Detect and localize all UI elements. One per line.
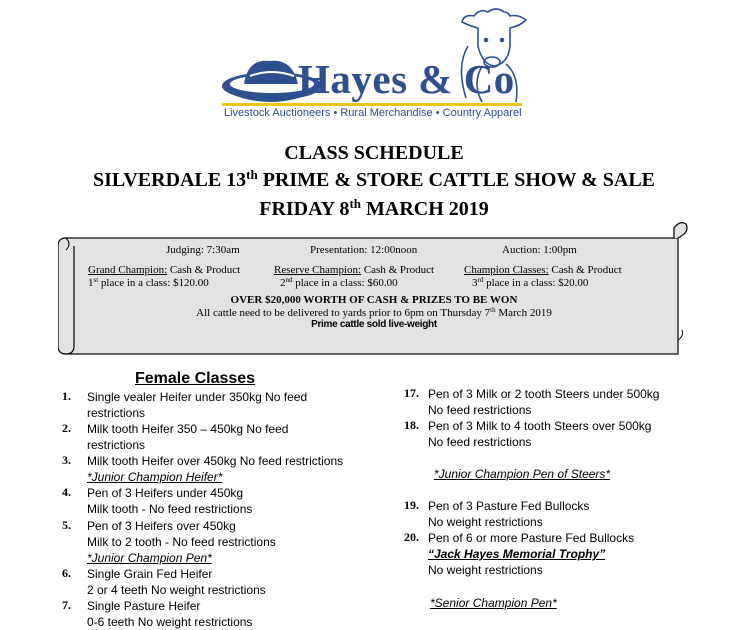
class-description: Milk tooth Heifer 350 – 450kg No feed restrictions	[87, 422, 289, 452]
class-description: Pen of 3 Milk or 2 tooth Steers under 500kg No feed restrictions	[428, 387, 660, 417]
grand-champion-prize: Grand Champion: Cash & Product	[88, 264, 241, 276]
class-description: Pen of 6 or more Pasture Fed Bullocks “Jack Hayes Memorial Trophy” No weight restrictions	[428, 531, 635, 577]
class-description: Pen of 3 Milk to 4 tooth Steers over 500kg No feed restrictions	[428, 419, 652, 449]
award-junior-champion-pen-of-steers: *Junior Champion Pen of Steers*	[434, 467, 611, 481]
class-number: 6.	[62, 566, 71, 580]
class-description: Single Pasture Heifer 0-6 teeth No weight restrictions	[87, 599, 253, 629]
brand-underline	[222, 103, 522, 106]
award-senior-champion-pen: *Senior Champion Pen*	[430, 596, 557, 610]
class-description: Pen of 3 Heifers under 450kg Milk tooth - No feed restrictions	[87, 486, 253, 516]
class-number: 17.	[404, 386, 419, 400]
page-title: CLASS SCHEDULE	[284, 142, 464, 164]
prizes-banner: OVER $20,000 WORTH OF CASH & PRIZES TO BE WON	[230, 294, 518, 306]
second-place-prize: 2nd place in a class: $60.00	[280, 276, 398, 289]
auction-time: Auction: 1:00pm	[502, 244, 577, 256]
award-junior-champion-pen: *Junior Champion Pen*	[87, 551, 212, 565]
class-number: 2.	[62, 421, 71, 435]
presentation-time: Presentation: 12:00noon	[310, 244, 418, 256]
champion-classes-prize: Champion Classes: Cash & Product	[464, 264, 622, 276]
class-number: 1.	[62, 389, 71, 403]
class-description: Single Grain Fed Heifer 2 or 4 teeth No weight restrictions	[87, 567, 266, 597]
class-number: 7.	[62, 598, 71, 612]
class-number: 5.	[62, 518, 71, 532]
event-title: SILVERDALE 13th PRIME & STORE CATTLE SHOW & SALE	[92, 167, 656, 191]
class-number: 4.	[62, 485, 71, 499]
award-junior-champion-heifer: *Junior Champion Heifer*	[87, 470, 223, 484]
female-classes-heading: Female Classes	[135, 370, 256, 387]
jack-hayes-trophy: “Jack Hayes Memorial Trophy”	[428, 547, 606, 561]
liveweight-note: Prime cattle sold live-weight	[311, 319, 437, 330]
class-description: Pen of 3 Pasture Fed Bullocks No weight restrictions	[428, 499, 590, 529]
class-number: 3.	[62, 453, 71, 467]
event-date: FRIDAY 8th MARCH 2019	[259, 196, 489, 220]
class-description: Pen of 3 Heifers over 450kg Milk to 2 tooth - No feed restrictions *Junior Champion Pen*	[87, 519, 276, 565]
class-description: Single vealer Heifer under 350kg No feed restrictions	[87, 390, 308, 420]
info-scroll	[58, 222, 690, 358]
first-place-prize: 1st place in a class: $120.00	[88, 276, 209, 289]
class-description: Milk tooth Heifer over 450kg No feed restrictions *Junior Champion Heifer*	[87, 454, 344, 484]
scroll-banner-graphic	[58, 222, 690, 358]
delivery-note: All cattle need to be delivered to yards prior to 6pm on Thursday 7th March 2019	[196, 306, 552, 319]
third-place-prize: 3rd place in a class: $20.00	[472, 276, 589, 289]
reserve-champion-prize: Reserve Champion: Cash & Product	[274, 264, 435, 276]
brand-tagline: Livestock Auctioneers • Rural Merchandise • Country Apparel	[224, 107, 522, 119]
class-number: 18.	[404, 418, 419, 432]
class-number: 19.	[404, 498, 419, 512]
judging-time: Judging: 7:30am	[166, 244, 240, 256]
class-number: 20.	[404, 530, 419, 544]
brand-name: Hayes & Co	[298, 56, 515, 102]
